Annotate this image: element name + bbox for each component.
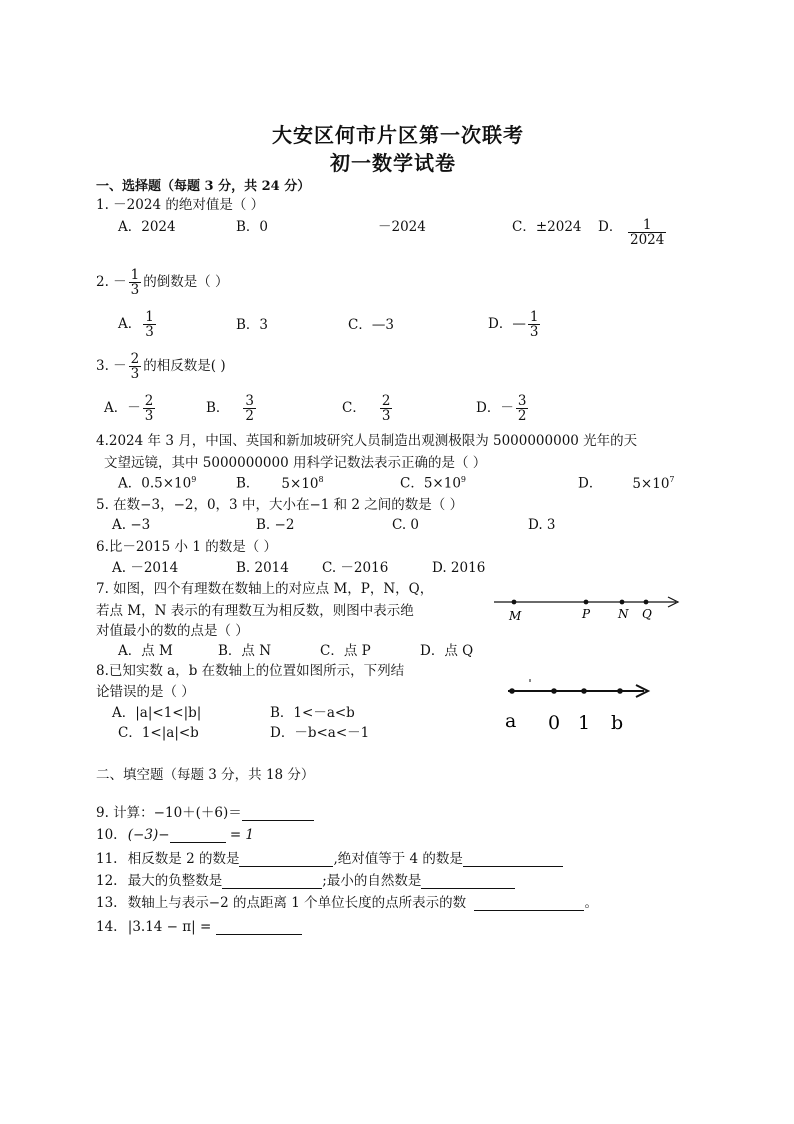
question-3-tail: 的相反数是( ): [143, 358, 226, 375]
question-3-stem: [96, 352, 226, 381]
question-7-line-1: 7. 如图，四个有理数在数轴上的对应点 M，P，N，Q，: [96, 581, 434, 597]
question-number: 11.: [96, 851, 118, 868]
fraction-numerator: 2: [144, 393, 154, 409]
fraction-denominator: 2024: [630, 232, 665, 249]
question-13: [96, 896, 598, 911]
section-heading: 二、填空题（每题 3 分，共 18 分）: [96, 767, 315, 783]
fraction-denominator: 3: [130, 366, 140, 383]
fraction-denominator: 3: [381, 408, 391, 425]
question-6-option-c: C. －2016: [322, 560, 389, 576]
question-7-option-b: B．点 N: [218, 643, 272, 659]
point-label-n: N: [618, 607, 629, 621]
question-2-option-c: C．—3: [348, 317, 394, 333]
question-4-option-d: [578, 476, 675, 491]
fraction-numerator: 3: [517, 393, 527, 409]
question-7-line-2: 若点 M，N 表示的有理数互为相反数，则图中表示绝: [96, 603, 414, 619]
point-label-zero: 0: [548, 712, 561, 734]
question-12: [96, 874, 515, 889]
point-b: [617, 688, 623, 694]
question-3-option-c: [342, 394, 394, 423]
question-1-stem: 1. －2024 的绝对值是（ ）: [96, 197, 265, 213]
question-3-number: 3. －: [96, 358, 127, 375]
question-11-text-1: 相反数是 2 的数是: [127, 851, 240, 868]
exam-title-line1: 大安区何市片区第一次联考: [272, 123, 524, 147]
answer-blank[interactable]: [463, 852, 563, 867]
point-n: [620, 600, 625, 605]
question-9: [96, 806, 314, 821]
option-text: 5×10: [632, 475, 670, 492]
fraction-denominator: 3: [529, 324, 539, 341]
question-1-option-a: A．2024: [118, 219, 176, 235]
question-3-option-a: [104, 394, 157, 423]
option-label: A．－: [104, 400, 141, 417]
question-14: [96, 920, 302, 935]
question-8-option-c: C．1<|a|<b: [118, 725, 199, 741]
question-3-option-d: [476, 394, 530, 423]
question-11: [96, 852, 563, 867]
option-label: C．: [342, 400, 366, 417]
question-7-option-c: C．点 P: [320, 643, 371, 659]
question-1-option-c: C．±2024: [512, 219, 582, 235]
option-text: A．0.5×10: [118, 475, 192, 492]
question-5-stem: 5. 在数−3，−2，0，3 中，大小在−1 和 2 之间的数是（ ）: [96, 497, 464, 513]
option-label: D．－: [476, 400, 514, 417]
question-13-end: 。: [584, 895, 598, 912]
answer-blank[interactable]: [421, 874, 515, 889]
question-8-number-line-figure: [496, 676, 656, 740]
question-number: 10.: [96, 827, 118, 844]
question-10-expression: (−3)−: [127, 827, 170, 844]
question-number: 13.: [96, 895, 118, 912]
section-heading: 一、选择题（每题 3 分，共 24 分）: [96, 179, 311, 194]
question-2-option-a: [118, 310, 158, 339]
question-8-option-b: B．1<－a<b: [270, 705, 355, 721]
question-3-option-b: [206, 394, 258, 423]
question-13-text: 数轴上与表示−2 的点距离 1 个单位长度的点所表示的数: [127, 895, 467, 912]
question-6-stem: 6.比－2015 小 1 的数是（ ）: [96, 539, 277, 555]
question-12-text-2: ;最小的自然数是: [322, 873, 422, 890]
question-6-option-b: B. 2014: [236, 560, 289, 576]
question-14-expression: |3.14 − π| =: [127, 919, 212, 936]
question-2-stem: [96, 268, 229, 297]
answer-blank[interactable]: [222, 874, 322, 889]
exponent: 9: [460, 475, 467, 484]
question-5-option-a: A. −3: [112, 517, 151, 533]
point-p: [584, 600, 589, 605]
question-1-option-b: B．0: [236, 219, 269, 235]
option-text: C．5×10: [400, 475, 461, 492]
question-9-stem: 9. 计算：−10＋(＋6)＝: [96, 805, 242, 822]
fraction-numerator: 1: [628, 218, 666, 233]
answer-blank[interactable]: [170, 828, 226, 843]
question-4-option-a: [118, 476, 196, 491]
fraction-numerator: 1: [130, 267, 140, 283]
question-7-option-d: D．点 Q: [420, 643, 474, 659]
question-1-option-b-value: －2024: [378, 219, 426, 235]
question-number: 12.: [96, 873, 118, 890]
point-m: [512, 600, 517, 605]
answer-blank[interactable]: [216, 920, 302, 935]
question-10: [96, 828, 254, 843]
fraction-numerator: 1: [529, 309, 539, 325]
fraction-denominator: 3: [130, 282, 140, 299]
point-label-b: b: [611, 712, 624, 734]
fraction-numerator: 3: [245, 393, 255, 409]
fraction-numerator: 1: [145, 309, 154, 325]
answer-blank[interactable]: [242, 806, 314, 821]
fraction-denominator: 3: [145, 324, 154, 341]
point-label-a: a: [505, 710, 517, 732]
question-4-option-c: [400, 476, 466, 491]
question-12-text-1: 最大的负整数是: [127, 873, 223, 890]
question-7-option-a: A．点 M: [118, 643, 173, 659]
point-label-p: P: [582, 607, 591, 621]
question-4-line-1: 4.2024 年 3 月，中国、英国和新加坡研究人员制造出观测极限为 5000000000 光年的天: [96, 433, 638, 449]
question-1-option-d-fraction: [626, 218, 668, 247]
exam-title-line2: 初一数学试卷: [330, 151, 456, 175]
question-5-option-c: C. 0: [392, 517, 420, 533]
question-1-option-d: D．: [598, 219, 623, 235]
option-label: B．: [206, 400, 230, 417]
question-4-option-b: [236, 476, 324, 491]
point-a: [509, 688, 515, 694]
question-6-option-d: D. 2016: [432, 560, 486, 576]
option-label: D．: [578, 475, 603, 492]
question-8-option-a: A．|a|<1<|b|: [112, 705, 202, 721]
question-8-line-2: 论错误的是（ ）: [96, 684, 195, 700]
question-5-option-d: D. 3: [528, 517, 556, 533]
question-11-text-2: ,绝对值等于 4 的数是: [333, 851, 463, 868]
question-2-number: 2. －: [96, 274, 127, 291]
option-label: A．: [118, 316, 142, 333]
exponent: 8: [318, 475, 324, 484]
fraction-denominator: 3: [144, 408, 154, 425]
question-number: 14.: [96, 919, 118, 936]
point-q: [644, 600, 649, 605]
option-label: B．: [236, 475, 260, 492]
point-label-q: Q: [642, 607, 652, 621]
fraction-denominator: 2: [517, 408, 527, 425]
answer-blank[interactable]: [239, 852, 333, 867]
question-4-line-2: 文望远镜，其中 5000000000 用科学记数法表示正确的是（ ）: [104, 455, 487, 471]
question-8-line-1: 8.已知实数 a，b 在数轴上的位置如图所示，下列结: [96, 663, 405, 679]
question-5-option-b: B. −2: [256, 517, 295, 533]
point-one: [581, 688, 587, 694]
question-2-tail: 的倒数是（ ）: [143, 274, 229, 291]
exponent: 7: [669, 475, 675, 484]
option-label: D．—: [488, 316, 526, 333]
question-6-option-a: A. －2014: [112, 560, 179, 576]
point-label-one: 1: [578, 712, 591, 734]
point-label-m: M: [509, 609, 522, 623]
fraction-numerator: 2: [130, 351, 140, 367]
fraction-denominator: 2: [245, 408, 255, 425]
point-zero: [551, 688, 557, 694]
question-8-option-d: D．－b<a<－1: [270, 725, 370, 741]
fraction-numerator: 2: [381, 393, 391, 409]
question-10-tail: = 1: [229, 827, 255, 844]
question-7-number-line-figure: [490, 590, 690, 626]
question-7-line-3: 对值最小的数的点是（ ）: [96, 623, 249, 639]
question-2-option-b: B．3: [236, 317, 269, 333]
question-2-option-d: [488, 310, 542, 339]
exponent: 9: [191, 475, 197, 484]
answer-blank[interactable]: [474, 896, 584, 911]
option-text: 5×10: [281, 475, 319, 492]
